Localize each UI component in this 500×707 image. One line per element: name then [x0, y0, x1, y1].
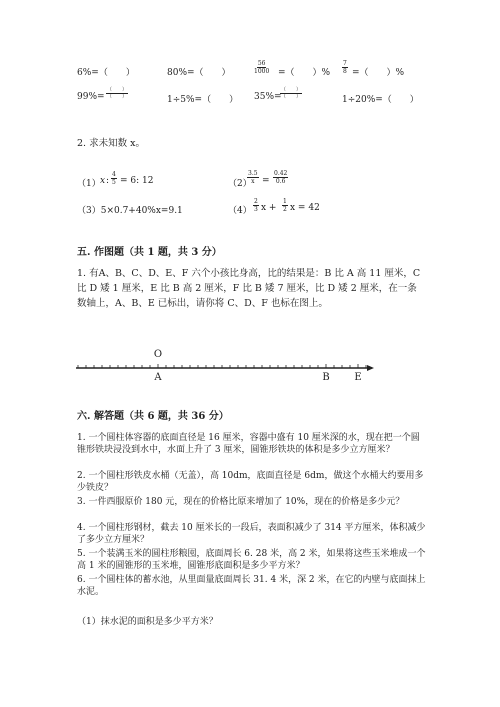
- fraction-56-1000: [254, 60, 269, 75]
- section-5-heading: 五. 作图题（共 1 题，共 3 分）: [77, 247, 222, 258]
- item-56-rest: =（ ）%: [278, 68, 331, 78]
- problem-3: 3. 一件西服原价 180 元，现在的价格比原来增加了 10%，现在的价格是多少元？: [77, 497, 405, 507]
- denominator: （ ）: [281, 94, 302, 100]
- sub-question-1: （1）抹水泥的面积是多少平方米？: [77, 617, 218, 627]
- number-line: [70, 345, 380, 385]
- section-6-heading: 六. 解答题（共 6 题，共 36 分）: [77, 411, 229, 422]
- numerator: （ ）: [281, 87, 302, 93]
- denominator: 2: [283, 206, 287, 213]
- denominator: 5: [112, 179, 116, 186]
- item-1-div-20: 1÷20%=（ ）: [342, 95, 419, 105]
- numerator: 56: [257, 60, 266, 67]
- fraction-blank-a: [106, 87, 128, 100]
- equation-2-right-fraction: [273, 170, 288, 185]
- denominator: （ ）: [107, 94, 128, 100]
- equation-3: （3）5×0.7+40%x=9.1: [77, 206, 183, 216]
- equation-2-label: （2）: [228, 179, 252, 189]
- denominator: 0.6: [275, 178, 286, 185]
- problem-4: 4. 一个圆柱形钢材，截去 10 厘米长的一段后，表面积减少了 314 平方厘米，体积减少了多少立方厘米？: [77, 523, 426, 546]
- equation-4-fraction-1: [253, 198, 259, 213]
- item-6-percent: 6%=（ ）: [77, 68, 135, 78]
- numerator: 3.5: [248, 170, 258, 177]
- denominator: x: [251, 178, 255, 185]
- numerator: 0.42: [274, 170, 288, 177]
- arrow-icon: [367, 365, 374, 371]
- equation-1-label: （1）: [77, 179, 101, 189]
- fraction-7-8: [342, 60, 348, 75]
- item-35-percent-prefix: 35%=: [254, 92, 282, 102]
- section-5-question-1: 1. 有A、B、C、D、E、F 六个小孩比身高，比的结果是：B 比 A 高 11 厘米，C 比 D 矮 1 厘米，E 比 B 高 2 厘米，F 比 B 矮 7 厘米，比 D 矮 2 厘米，在一条数轴上，A、B、E 已标出，请你将 C、D、F 也标在图上。: [77, 268, 421, 309]
- equation-2-left-fraction: [247, 170, 259, 185]
- point-a-label: A: [154, 372, 162, 383]
- numerator: 7: [343, 60, 347, 67]
- equation-1-rest: = 6: 12: [120, 176, 154, 186]
- equation-4-fraction-2: [282, 198, 288, 213]
- problem-5: 5. 一个装满玉米的圆柱形粮囤，底面周长 6. 28 米，高 2 米，如果将这些玉米堆成一个高 1 米的圆锥形的玉米堆，圆锥形底面积是多少平方米？: [77, 549, 426, 572]
- denominator: 1000: [254, 68, 270, 75]
- point-b-label: B: [322, 372, 330, 383]
- numerator: 1: [283, 198, 287, 205]
- item-99-percent-prefix: 99%=: [77, 92, 105, 102]
- equation-4-label: （4）: [228, 206, 252, 216]
- question-2-title: 2. 求未知数 x。: [77, 138, 145, 149]
- origin-label: O: [153, 349, 163, 360]
- item-7-8-rest: =（ ）%: [352, 68, 405, 78]
- point-e-label: E: [354, 372, 362, 383]
- numerator: （ ）: [107, 87, 128, 93]
- equation-4-rest: x = 42: [290, 203, 320, 213]
- item-1-div-5: 1÷5%=（ ）: [167, 95, 239, 105]
- problem-1: 1. 一个圆柱体容器的底面直径是 16 厘米，容器中盛有 10 厘米深的水，现在把一个圆锥形铁块浸没到水中，水面上升了 3 厘米，圆锥形铁块的体积是多少立方厘米？: [77, 433, 420, 456]
- equation-1-colon: :: [106, 176, 110, 186]
- denominator: 3: [254, 206, 258, 213]
- equation-4-mid: x +: [261, 203, 277, 213]
- numerator: 2: [254, 198, 258, 205]
- equation-1-var: x: [100, 176, 106, 186]
- problem-6: 6. 一个圆柱体的蓄水池，从里面量底面周长 31. 4 米，深 2 米，在它的内壁与底面抹上水泥。: [77, 575, 426, 598]
- item-80-percent: 80%=（ ）: [167, 68, 231, 78]
- problem-2: 2. 一个圆柱形铁皮水桶（无盖），高 10dm，底面直径是 6dm，做这个水桶大约要用多少铁皮？: [77, 471, 424, 494]
- equation-2-eq: =: [262, 176, 270, 186]
- denominator: 8: [343, 68, 347, 75]
- fraction-blank-c: [280, 87, 302, 100]
- equation-1-fraction: [111, 171, 117, 186]
- numerator: 4: [112, 171, 116, 178]
